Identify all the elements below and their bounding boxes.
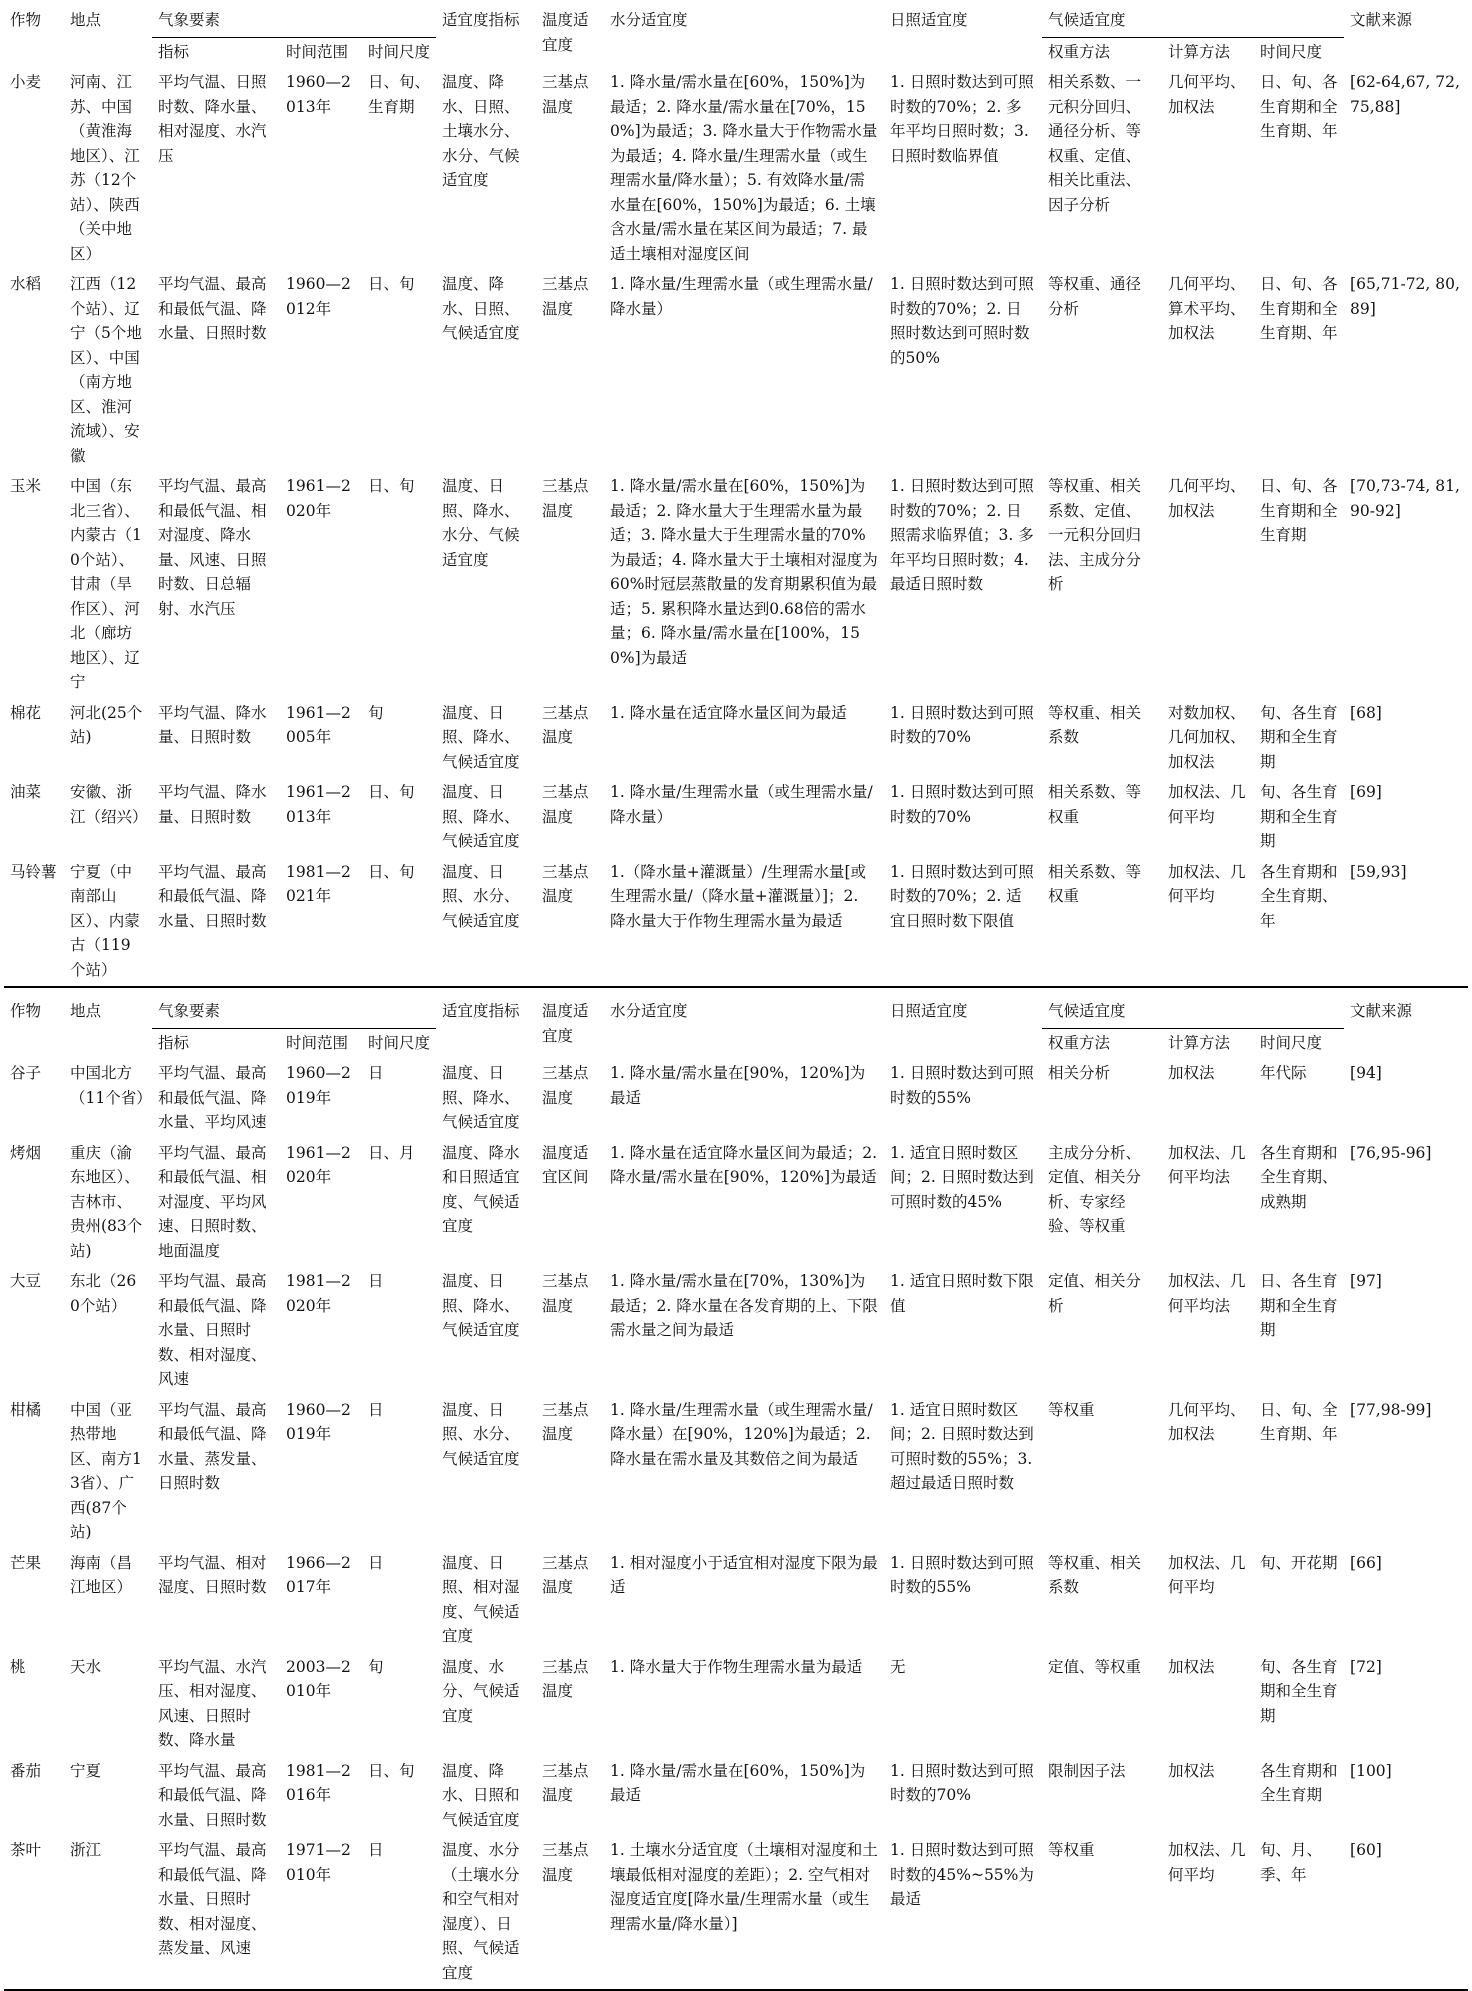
cell-location: 宁夏 [70,1761,102,1780]
cell-calc-method: 加权法、几何平均法 [1168,1272,1246,1315]
header-crop: 作物 [10,11,42,29]
cell-water-suitability: 1. 降水量大于作物生理需水量为最适 [610,1657,863,1676]
cell-crop: 芒果 [10,1553,42,1572]
cell-reference: [59,93] [1344,858,1468,988]
cell-temperature-suitability: 三基点温度 [542,1400,589,1443]
cell-time-range: 1960—2019年 [286,1064,351,1107]
header-climate-time-scale: 时间尺度 [1260,1033,1323,1052]
cell-climate-time-scale: 旬、各生育期和全生育期 [1260,783,1338,850]
cell-time-range: 1960—2012年 [286,275,351,318]
cell-time-scale: 旬 [368,1657,384,1676]
header-location: 地点 [70,1002,102,1020]
cell-crop: 番茄 [10,1761,42,1780]
cell-suitability-indicator: 温度、日照、降水、水分、气候适宜度 [442,477,520,569]
cell-temperature-suitability: 三基点温度 [542,1272,589,1315]
cell-water-suitability: 1. 相对湿度小于适宜相对湿度下限为最适 [610,1553,878,1596]
cell-weight-method: 相关系数、等权重 [1048,783,1142,826]
cell-suitability-indicator: 温度、降水、日照和气候适宜度 [442,1761,520,1829]
table-row [4,270,1468,472]
crop-climate-suitability-table [4,6,1468,1991]
cell-indicator: 平均气温、最高和最低气温、相对湿度、降水量、风速、日照时数、日总辐射、水汽压 [158,477,267,618]
header-suitability-indicator: 适宜度指标 [442,11,520,29]
cell-time-scale: 日 [368,1553,384,1572]
cell-weight-method: 限制因子法 [1048,1761,1126,1780]
cell-sunshine-suitability: 1. 日照时数达到可照时数的55% [890,1064,1034,1107]
cell-temperature-suitability: 三基点温度 [542,275,589,318]
cell-water-suitability: 1. 土壤水分适宜度（土壤相对湿度和土壤最低相对湿度的差距）；2. 空气相对湿度适宜度[降水量/生理需水量（或生理需水量/降水量）] [604,1836,884,1990]
cell-time-scale: 日 [368,1400,384,1419]
cell-calc-method: 加权法、几何平均 [1168,1553,1246,1596]
header-calc-method: 计算方法 [1168,42,1231,61]
cell-sunshine-suitability: 1. 适宜日照时数区间；2. 日照时数达到可照时数的55%；3. 超过最适日照时数 [890,1400,1034,1492]
cell-sunshine-suitability: 1. 日照时数达到可照时数的70%；2. 适宜日照时数下限值 [884,858,1042,988]
cell-sunshine-suitability: 1. 适宜日照时数区间；2. 日照时数达到可照时数的45% [890,1143,1034,1211]
header-reference: 文献来源 [1350,1002,1413,1020]
cell-crop: 小麦 [10,73,42,91]
cell-calc-method: 几何平均、加权法 [1168,477,1246,520]
cell-crop: 柑橘 [10,1400,42,1419]
table-row [4,1059,1468,1139]
cell-suitability-indicator: 温度、日照、降水、气候适宜度 [442,1064,520,1131]
cell-time-scale: 日、旬、生育期 [368,73,431,116]
table-row [4,1653,1468,1757]
cell-suitability-indicator: 温度、日照、降水、气候适宜度 [442,703,520,771]
table-row [4,858,1468,988]
cell-time-scale: 日、旬 [368,275,415,293]
cell-sunshine-suitability: 1. 日照时数达到可照时数的70%；2. 多年平均日照时数；3. 日照时数临界值 [890,73,1034,165]
cell-calc-method: 加权法、几何平均 [1168,783,1246,826]
cell-reference: [68] [1350,703,1382,722]
header-meteo-group: 气象要素 [152,997,436,1028]
cell-weight-method: 定值、相关分析 [1048,1272,1142,1315]
cell-time-range: 1961—2020年 [286,477,351,520]
header-sunshine-suitability: 日照适宜度 [890,11,968,29]
cell-location: 河南、江苏、中国（黄淮海地区）、江苏（12个站）、陕西（关中地区） [70,73,140,263]
cell-water-suitability: 1. 降水量/需水量在[60%，150%]为最适；2. 降水量/需水量在[70%，150%]为最适；3. 降水量大于作物需水量为最适；4. 降水量/生理需水量（或生理需水量/降水量）；5. 有效降水量/需水量在[60%，150%]为最适；6. 土壤含水量/需水量在某区间为最适；7. 最适土壤相对湿度区间 [610,73,878,263]
cell-reference: [77,98-99] [1350,1400,1432,1419]
cell-water-suitability: 1. 降水量在适宜降水量区间为最适 [610,703,847,722]
header-weight-method: 权重方法 [1048,42,1111,61]
cell-weight-method: 相关系数、等权重 [1042,858,1162,988]
cell-indicator: 平均气温、水汽压、相对湿度、风速、日照时数、降水量 [158,1657,267,1749]
cell-time-range: 2003—2010年 [286,1657,351,1700]
cell-time-range: 1960—2013年 [286,73,351,116]
cell-time-scale: 旬 [368,703,384,722]
header-time-range: 时间范围 [286,42,349,61]
header-row-top [4,6,1468,37]
cell-temperature-suitability: 三基点温度 [542,1657,589,1700]
cell-time-scale: 日 [368,1272,384,1290]
cell-climate-time-scale: 旬、开花期 [1260,1553,1338,1572]
cell-suitability-indicator: 温度、降水、日照、气候适宜度 [442,275,520,342]
header-water-suitability: 水分适宜度 [610,1002,688,1020]
cell-sunshine-suitability: 1. 日照时数达到可照时数的70% [890,1761,1034,1804]
cell-crop: 马铃薯 [4,858,64,988]
cell-location: 天水 [70,1657,102,1676]
cell-climate-time-scale: 旬、各生育期和全生育期 [1260,703,1338,771]
cell-calc-method: 加权法 [1168,1657,1215,1676]
cell-reference: [65,71-72, 80,89] [1350,275,1460,318]
cell-temperature-suitability: 温度适宜区间 [542,1143,589,1186]
cell-water-suitability: 1. 降水量/需水量在[60%，150%]为最适；2. 降水量大于生理需水量为最适；3. 降水量大于生理需水量的70%为最适；4. 降水量大于土壤相对湿度为60%时冠层蒸散量的发育期累积值为最适；5. 累积降水量达到0.68倍的需水量；6. 降水量/需水量在[100%，150%]为最适 [610,477,878,667]
cell-water-suitability: 1.（降水量+灌溉量）/生理需水量[或生理需水量/（降水量+灌溉量）]；2. 降水量大于作物生理需水量为最适 [604,858,884,988]
cell-calc-method: 加权法、几何平均法 [1168,1143,1246,1186]
cell-location: 江西（12个站）、辽宁（5个地区）、中国（南方地区、淮河流域）、安徽 [70,275,142,465]
cell-weight-method: 等权重、相关系数 [1048,1553,1142,1596]
header-row-top [4,997,1468,1028]
cell-time-range: 1981—2020年 [286,1272,351,1315]
cell-time-range: 1981—2016年 [286,1761,351,1804]
cell-crop: 谷子 [10,1064,42,1082]
cell-location: 东北（260个站） [70,1272,137,1315]
cell-water-suitability: 1. 降水量/生理需水量（或生理需水量/降水量） [610,275,873,318]
header-time-scale: 时间尺度 [368,42,431,61]
cell-indicator: 平均气温、降水量、日照时数 [158,703,267,746]
cell-temperature-suitability: 三基点温度 [542,783,589,826]
header-indicator: 指标 [158,1033,190,1052]
table-row [4,1549,1468,1653]
cell-indicator: 平均气温、最高和最低气温、降水量、日照时数、相对湿度、风速 [158,1272,267,1388]
cell-time-scale: 日、旬 [362,858,436,988]
cell-reference: [76,95-96] [1350,1143,1432,1162]
cell-temperature-suitability: 三基点温度 [536,1836,604,1990]
header-suitability-indicator: 适宜度指标 [442,1002,520,1020]
cell-water-suitability: 1. 降水量在适宜降水量区间为最适；2. 降水量/需水量在[90%，120%]为最适 [610,1143,878,1186]
cell-indicator: 平均气温、最高和最低气温、降水量、平均风速 [158,1064,267,1131]
cell-water-suitability: 1. 降水量/生理需水量（或生理需水量/降水量）在[90%，120%]为最适；2. 降水量在需水量及其数倍之间为最适 [610,1400,873,1468]
cell-suitability-indicator: 温度、日照、降水、气候适宜度 [442,1272,520,1339]
cell-location: 浙江 [64,1836,152,1990]
cell-time-scale: 日、月 [368,1143,415,1162]
cell-calc-method: 加权法 [1168,1761,1215,1780]
header-indicator: 指标 [158,42,190,61]
table-row [4,1139,1468,1268]
table-row [4,699,1468,779]
cell-temperature-suitability: 三基点温度 [542,73,589,116]
header-location: 地点 [70,11,102,29]
header-temperature-suitability: 温度适宜度 [542,11,589,54]
header-sunshine-suitability: 日照适宜度 [890,1002,968,1020]
cell-location: 中国北方（11个省） [70,1064,152,1107]
cell-indicator: 平均气温、最高和最低气温、相对湿度、平均风速、日照时数、地面温度 [158,1143,267,1260]
header-climate-group: 气候适宜度 [1042,6,1344,37]
cell-weight-method: 主成分分析、定值、相关分析、专家经验、等权重 [1048,1143,1142,1235]
table-row [4,68,1468,270]
cell-location: 宁夏（中南部山区）、内蒙古（119个站） [64,858,152,988]
cell-crop: 烤烟 [10,1143,42,1162]
cell-climate-time-scale: 日、旬、各生育期和全生育期 [1260,477,1338,544]
cell-suitability-indicator: 温度、降水和日照适宜度、气候适宜度 [442,1143,520,1235]
cell-indicator: 平均气温、最高和最低气温、降水量、蒸发量、日照时数 [158,1400,267,1492]
cell-suitability-indicator: 温度、日照、水分、气候适宜度 [442,1400,520,1468]
cell-suitability-indicator: 温度、水分（土壤水分和空气相对湿度）、日照、气候适宜度 [436,1836,536,1990]
cell-indicator: 平均气温、最高和最低气温、降水量、日照时数 [158,1761,267,1829]
cell-climate-time-scale: 日、旬、各生育期和全生育期、年 [1260,275,1338,342]
cell-weight-method: 等权重 [1048,1400,1095,1419]
cell-location: 海南（昌江地区） [70,1553,133,1596]
header-climate-group: 气候适宜度 [1042,997,1344,1028]
cell-reference: [72] [1350,1657,1382,1676]
cell-indicator: 平均气温、相对湿度、日照时数 [158,1553,267,1596]
cell-crop: 水稻 [10,275,42,293]
cell-crop: 大豆 [10,1272,42,1290]
header-calc-method: 计算方法 [1168,1033,1231,1052]
cell-sunshine-suitability: 1. 日照时数达到可照时数的70% [890,783,1034,826]
cell-time-scale: 日、旬 [368,1761,415,1780]
cell-reference: [60] [1344,1836,1468,1990]
cell-crop: 玉米 [10,477,42,495]
cell-crop: 油菜 [10,783,42,801]
page [4,6,1468,1991]
cell-sunshine-suitability: 1. 日照时数达到可照时数的45%~55%为最适 [884,1836,1042,1990]
cell-climate-time-scale: 旬、各生育期和全生育期 [1260,1657,1338,1725]
header-weight-method: 权重方法 [1048,1033,1111,1052]
cell-climate-time-scale: 日、旬、全生育期、年 [1260,1400,1338,1443]
section-gap [4,987,1468,997]
table-row [4,1267,1468,1396]
cell-sunshine-suitability: 1. 日照时数达到可照时数的55% [890,1553,1034,1596]
cell-suitability-indicator: 温度、降水、日照、土壤水分、水分、气候适宜度 [442,73,520,189]
cell-calc-method: 几何平均、加权法 [1168,1400,1246,1443]
cell-calc-method: 几何平均、加权法 [1168,73,1246,116]
cell-sunshine-suitability: 1. 日照时数达到可照时数的70% [890,703,1034,746]
cell-climate-time-scale: 各生育期和全生育期、成熟期 [1260,1143,1338,1211]
cell-temperature-suitability: 三基点温度 [542,1064,589,1107]
header-meteo-group: 气象要素 [152,6,436,37]
cell-time-range: 1966—2017年 [286,1553,351,1596]
cell-temperature-suitability: 三基点温度 [542,477,589,520]
cell-time-scale: 日、旬 [368,783,415,801]
cell-indicator: 平均气温、日照时数、降水量、相对湿度、水汽压 [158,73,267,165]
cell-indicator: 平均气温、最高和最低气温、降水量、日照时数 [152,858,280,988]
cell-water-suitability: 1. 降水量/需水量在[60%，150%]为最适 [610,1761,866,1804]
cell-reference: [100] [1350,1761,1392,1780]
cell-reference: [69] [1350,783,1382,801]
header-temperature-suitability: 温度适宜度 [542,1002,589,1045]
header-reference: 文献来源 [1350,11,1413,29]
cell-weight-method: 定值、等权重 [1048,1657,1142,1676]
cell-climate-time-scale: 日、旬、各生育期和全生育期、年 [1260,73,1338,140]
cell-weight-method: 相关分析 [1048,1064,1111,1082]
cell-temperature-suitability: 三基点温度 [542,703,589,746]
header-time-scale: 时间尺度 [368,1033,431,1052]
cell-temperature-suitability: 三基点温度 [542,1553,589,1596]
table-row [4,1836,1468,1990]
cell-calc-method: 加权法 [1168,1064,1215,1082]
cell-time-scale: 日 [368,1064,384,1082]
cell-crop: 棉花 [10,703,42,722]
cell-sunshine-suitability: 1. 日照时数达到可照时数的70%；2. 日照需求临界值；3. 多年平均日照时数；4. 最适日照时数 [890,477,1034,593]
cell-time-scale: 日 [362,1836,436,1990]
cell-suitability-indicator: 温度、日照、相对湿度、气候适宜度 [442,1553,520,1645]
cell-indicator: 平均气温、降水量、日照时数 [158,783,267,826]
header-crop: 作物 [10,1002,42,1020]
cell-time-range: 1971—2010年 [280,1836,362,1990]
header-water-suitability: 水分适宜度 [610,11,688,29]
cell-climate-time-scale: 各生育期和全生育期、年 [1254,858,1344,988]
cell-suitability-indicator: 温度、日照、水分、气候适宜度 [436,858,536,988]
cell-climate-time-scale: 日、各生育期和全生育期 [1260,1272,1338,1339]
cell-climate-time-scale: 年代际 [1260,1064,1307,1082]
cell-indicator: 平均气温、最高和最低气温、降水量、日照时数 [158,275,267,342]
cell-weight-method: 等权重、相关系数、定值、一元积分回归法、主成分分析 [1048,477,1142,593]
cell-indicator: 平均气温、最高和最低气温、降水量、日照时数、相对湿度、蒸发量、风速 [152,1836,280,1990]
header-time-range: 时间范围 [286,1033,349,1052]
cell-weight-method: 等权重 [1042,1836,1162,1990]
table-row [4,472,1468,699]
cell-time-scale: 日、旬 [368,477,415,495]
cell-calc-method: 几何平均、算术平均、加权法 [1168,275,1246,342]
cell-location: 中国（亚热带地区、南方13省）、广西(87个站) [70,1400,142,1541]
cell-sunshine-suitability: 1. 适宜日照时数下限值 [890,1272,1034,1315]
cell-time-range: 1960—2019年 [286,1400,351,1443]
cell-time-range: 1961—2005年 [286,703,351,746]
cell-time-range: 1981—2021年 [280,858,362,988]
table-row [4,1757,1468,1837]
cell-climate-time-scale: 旬、月、季、年 [1254,1836,1344,1990]
cell-location: 中国（东北三省）、内蒙古（10个站）、甘肃（旱作区）、河北（廊坊地区）、辽宁 [70,477,142,691]
table-row [4,778,1468,858]
cell-calc-method: 对数加权、几何加权、加权法 [1168,703,1246,771]
cell-reference: [66] [1350,1553,1382,1572]
cell-calc-method: 加权法、几何平均 [1162,858,1254,988]
cell-climate-time-scale: 各生育期和全生育期 [1260,1761,1338,1804]
cell-suitability-indicator: 温度、水分、气候适宜度 [442,1657,520,1725]
cell-reference: [70,73-74, 81,90-92] [1350,477,1460,520]
cell-crop: 桃 [10,1657,26,1676]
cell-water-suitability: 1. 降水量/需水量在[70%，130%]为最适；2. 降水量在各发育期的上、下限需水量之间为最适 [610,1272,878,1339]
cell-reference: [97] [1350,1272,1382,1290]
cell-calc-method: 加权法、几何平均 [1162,1836,1254,1990]
header-climate-time-scale: 时间尺度 [1260,42,1323,61]
cell-temperature-suitability: 三基点温度 [542,1761,589,1804]
cell-weight-method: 等权重、通径分析 [1048,275,1142,318]
cell-sunshine-suitability: 1. 日照时数达到可照时数的70%；2. 日照时数达到可照时数的50% [890,275,1034,367]
cell-reference: [62-64,67, 72,75,88] [1350,73,1460,116]
cell-reference: [94] [1350,1064,1382,1082]
cell-water-suitability: 1. 降水量/需水量在[90%，120%]为最适 [610,1064,866,1107]
cell-weight-method: 相关系数、一元积分回归、通径分析、等权重、定值、相关比重法、因子分析 [1048,73,1142,214]
cell-sunshine-suitability: 无 [890,1657,906,1676]
cell-suitability-indicator: 温度、日照、降水、气候适宜度 [442,783,520,850]
cell-location: 安徽、浙江（绍兴） [70,783,148,826]
cell-crop: 茶叶 [4,1836,64,1990]
cell-weight-method: 等权重、相关系数 [1048,703,1142,746]
table-row [4,1396,1468,1549]
cell-time-range: 1961—2020年 [286,1143,351,1186]
cell-time-range: 1961—2013年 [286,783,351,826]
cell-water-suitability: 1. 降水量/生理需水量（或生理需水量/降水量） [610,783,873,826]
cell-location: 河北(25个站) [70,703,143,746]
cell-location: 重庆（渝东地区）、吉林市、贵州(83个站) [70,1143,143,1260]
cell-temperature-suitability: 三基点温度 [536,858,604,988]
